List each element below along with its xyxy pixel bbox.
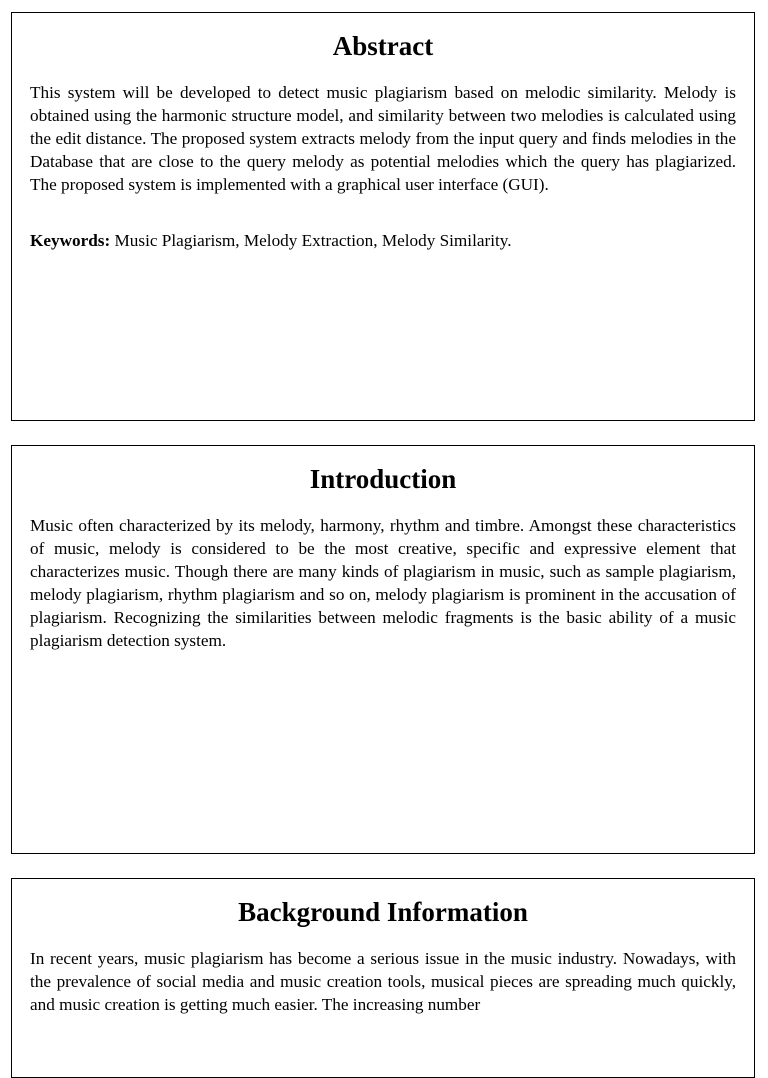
introduction-body: Music often characterized by its melody, harmony, rhythm and timbre. Amongst these characteristics of music, melody is considered to be the most creative, specific and expressive element that characterizes music. Though there are many kinds of plagiarism in music, such as sample plagiarism, melody plagiarism, rhythm plagiarism and so on, melody plagiarism is prominent in the accusation of plagiarism. Recognizing the similarities between melodic fragments is the basic ability of a music plagiarism detection system. xyxy=(30,516,736,650)
keywords-text: Music Plagiarism, Melody Extraction, Melody Similarity. xyxy=(110,231,512,250)
keywords-label: Keywords: xyxy=(30,231,111,250)
abstract-slide xyxy=(11,12,755,421)
background-body: In recent years, music plagiarism has become a serious issue in the music industry. Nowadays, with the prevalence of social media and music creation tools, musical pieces are spreading much quickly, and music creation is getting much easier. The increasing number xyxy=(30,949,736,1014)
abstract-title: Abstract xyxy=(332,31,434,61)
background-slide xyxy=(11,878,755,1078)
keywords-line xyxy=(30,229,736,252)
abstract-body: This system will be developed to detect music plagiarism based on melodic similarity. Melody is obtained using the harmonic structure model, and similarity between two melodies is calculated using the edit distance. The proposed system extracts melody from the input query and finds melodies in the Database that are close to the query melody as potential melodies which the query has plagiarized. The proposed system is implemented with a graphical user interface (GUI). xyxy=(30,83,736,194)
background-title: Background Information xyxy=(238,897,528,927)
introduction-slide xyxy=(11,445,755,854)
introduction-title: Introduction xyxy=(309,464,457,494)
